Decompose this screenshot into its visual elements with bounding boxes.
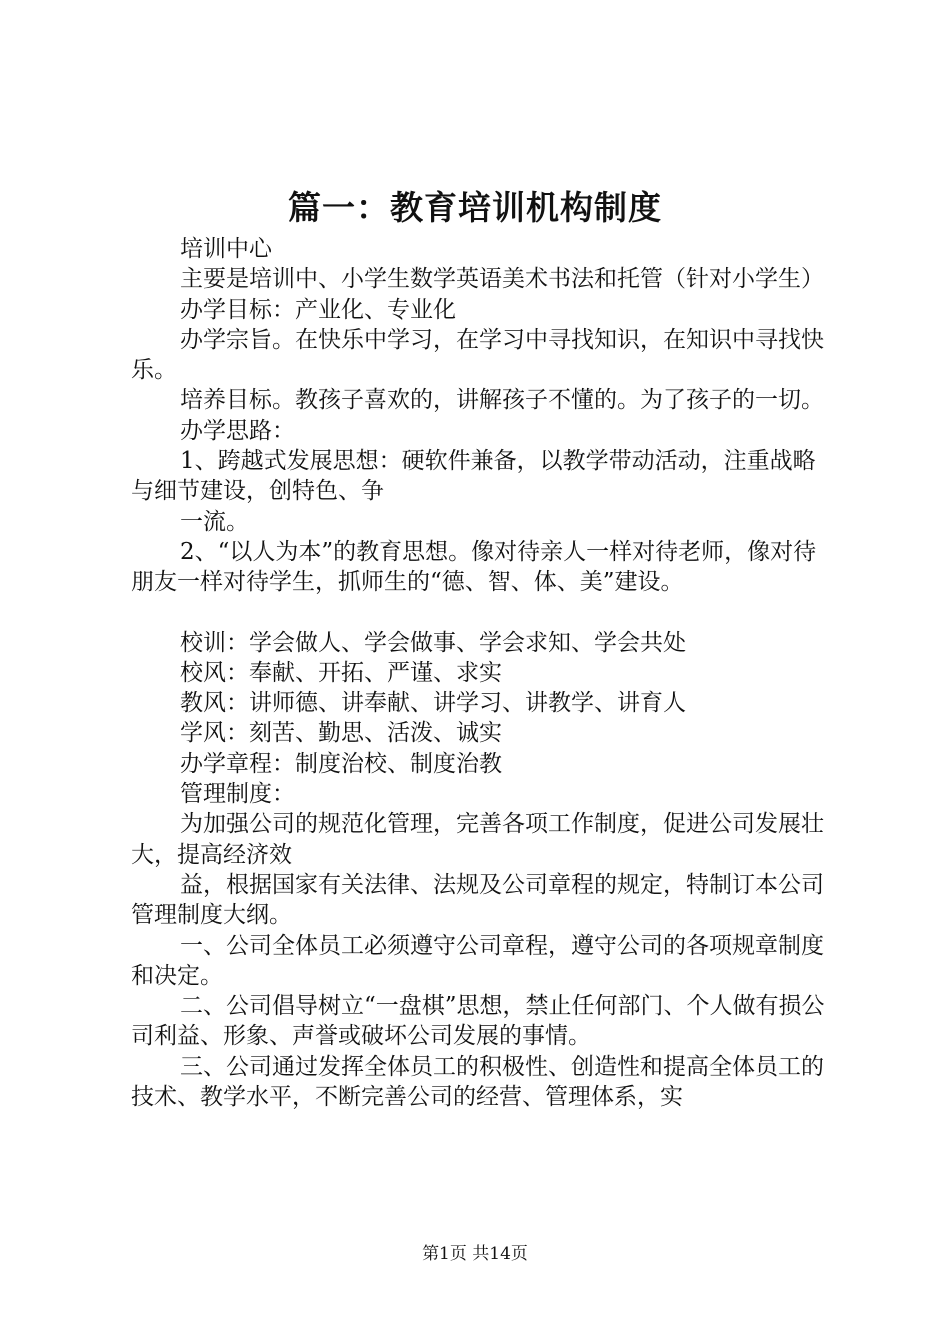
paragraph: 办学思路：	[180, 417, 295, 444]
page-footer: 第1页 共14页	[422, 1244, 528, 1264]
paragraph: 为加强公司的规范化管理，完善各项工作制度，促进公司发展壮大，提高经济效	[131, 811, 824, 868]
paragraph: 益，根据国家有关法律、法规及公司章程的规定，特制订本公司管理制度大纲。	[131, 871, 824, 929]
paragraph: 办学宗旨。在快乐中学习，在学习中寻找知识，在知识中寻找快乐。	[131, 326, 824, 384]
paragraph: 培养目标。教孩子喜欢的，讲解孩子不懂的。为了孩子的一切。	[180, 387, 824, 414]
paragraph: 办学章程：制度治校、制度治教	[180, 750, 502, 777]
paragraph: 管理制度：	[180, 781, 295, 808]
paragraph: 学风：刻苦、勤思、活泼、诚实	[180, 720, 502, 747]
paragraph: 三、公司通过发挥全体员工的积极性、创造性和提高全体员工的技术、教学水平，不断完善公司的经营、管理体系，实	[131, 1053, 824, 1111]
document-title: 篇一：教育培训机构制度	[288, 188, 662, 227]
paragraph: 2、“以人为本”的教育思想。像对待亲人一样对待老师，像对待朋友一样对待学生，抓师生的“德、智、体、美”建设。	[131, 538, 817, 596]
paragraph: 一、公司全体员工必须遵守公司章程，遵守公司的各项规章制度和决定。	[131, 932, 824, 989]
paragraph: 办学目标：产业化、专业化	[180, 296, 456, 323]
paragraph: 校训：学会做人、学会做事、学会求知、学会共处	[180, 629, 686, 656]
paragraph: 校风：奉献、开拓、严谨、求实	[180, 659, 502, 686]
paragraph: 培训中心	[180, 236, 272, 262]
paragraph: 1、跨越式发展思想：硬软件兼备，以教学带动活动，注重战略与细节建设，创特色、争	[131, 448, 816, 505]
paragraph: 主要是培训中、小学生数学英语美术书法和托管（针对小学生）	[180, 266, 824, 293]
paragraph: 教风：讲师德、讲奉献、讲学习、讲教学、讲育人	[180, 690, 686, 717]
paragraph: 一流。	[180, 508, 249, 535]
paragraph: 二、公司倡导树立“一盘棋”思想，禁止任何部门、个人做有损公司利益、形象、声誉或破坏公司发展的事情。	[131, 993, 825, 1050]
document-body	[131, 234, 831, 1112]
